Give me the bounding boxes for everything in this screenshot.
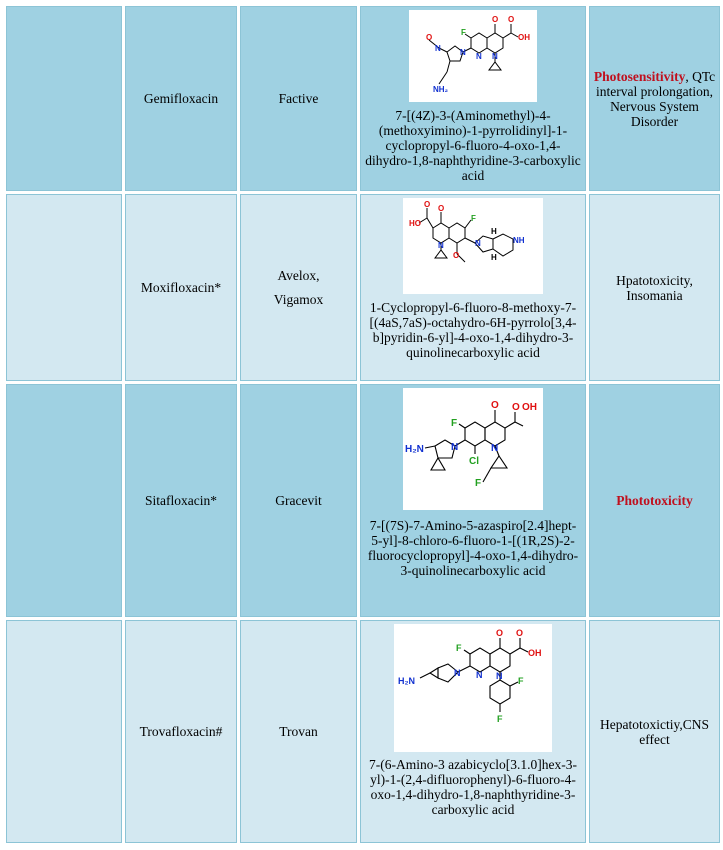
svg-text:NH₂: NH₂ bbox=[433, 85, 449, 94]
svg-text:O: O bbox=[508, 15, 515, 24]
svg-text:NH: NH bbox=[513, 236, 525, 245]
brand-name-cell bbox=[240, 620, 357, 843]
svg-text:N: N bbox=[475, 239, 481, 248]
svg-text:O: O bbox=[424, 200, 431, 209]
fluoroquinolone-table bbox=[3, 3, 723, 846]
svg-text:N: N bbox=[492, 52, 498, 61]
brand-name-cell bbox=[240, 384, 357, 617]
highlighted-side-effect: Phototoxicity bbox=[616, 493, 693, 508]
svg-text:N: N bbox=[438, 241, 444, 250]
highlighted-side-effect: Photosensitivity bbox=[593, 68, 686, 84]
svg-text:N: N bbox=[460, 48, 466, 57]
structure-image-trovafloxacin bbox=[394, 624, 552, 752]
svg-text:N: N bbox=[451, 442, 459, 453]
svg-text:N: N bbox=[491, 443, 499, 454]
side-effects-cell bbox=[589, 620, 720, 843]
structure-image-gemifloxacin bbox=[409, 10, 537, 102]
svg-text:O: O bbox=[492, 15, 499, 24]
generic-name: Trovafloxacin# bbox=[139, 724, 223, 739]
chemical-structure-cell bbox=[360, 620, 586, 843]
brand-name-cell bbox=[240, 194, 357, 381]
svg-text:O: O bbox=[438, 204, 445, 213]
side-effects: , QTc interval prolongation, Nervous System Disorder bbox=[596, 68, 716, 129]
generic-name: Sitafloxacin* bbox=[145, 493, 217, 508]
svg-text:H₂N: H₂N bbox=[398, 676, 415, 686]
empty-cell bbox=[6, 620, 122, 843]
svg-text:F: F bbox=[497, 714, 503, 724]
svg-text:O: O bbox=[512, 402, 520, 413]
table-row bbox=[6, 6, 720, 191]
empty-cell bbox=[6, 6, 122, 191]
svg-text:N: N bbox=[476, 52, 482, 61]
empty-cell bbox=[6, 194, 122, 381]
svg-text:O: O bbox=[516, 628, 524, 638]
structure-image-moxifloxacin bbox=[403, 198, 543, 294]
svg-text:N: N bbox=[454, 668, 461, 678]
generic-name-cell bbox=[125, 384, 237, 617]
table-row bbox=[6, 384, 720, 617]
svg-text:F: F bbox=[461, 28, 466, 37]
side-effects-cell bbox=[589, 194, 720, 381]
svg-text:OH: OH bbox=[522, 402, 537, 413]
svg-text:N: N bbox=[435, 44, 441, 53]
brand-name: Vigamox bbox=[273, 291, 324, 307]
empty-cell bbox=[6, 384, 122, 617]
iupac-name: 1-Cyclopropyl-6-fluoro-8-methoxy-7-[(4aS,7aS)-octahydro-6H-pyrrolo[3,4-b]pyridin-6-yl]-4-oxo-1,4-dihydro-3-quinolinecarboxylic acid bbox=[369, 300, 577, 360]
brand-name-cell bbox=[240, 6, 357, 191]
iupac-name: 7-[(7S)-7-Amino-5-azaspiro[2.4]hept-5-yl]-8-chloro-6-fluoro-1-[(1R,2S)-2-fluorocyclopropyl]-4-oxo-1,4-dihydro-3-quinolinecarboxylic acid bbox=[367, 518, 579, 578]
generic-name: Gemifloxacin bbox=[143, 91, 219, 106]
brand-name: Avelox, bbox=[277, 267, 320, 283]
table-row bbox=[6, 194, 720, 381]
svg-text:H: H bbox=[491, 227, 497, 236]
svg-text:OH: OH bbox=[518, 33, 530, 42]
chemical-structure-cell bbox=[360, 384, 586, 617]
svg-text:Cl: Cl bbox=[469, 456, 479, 467]
svg-text:F: F bbox=[475, 478, 482, 489]
svg-text:N: N bbox=[496, 671, 503, 681]
generic-name-cell bbox=[125, 620, 237, 843]
side-effects-cell bbox=[589, 384, 720, 617]
svg-text:O: O bbox=[491, 400, 499, 411]
svg-text:N: N bbox=[476, 670, 483, 680]
side-effects: Hepatotoxictiy,CNS effect bbox=[600, 716, 709, 747]
svg-text:H₂N: H₂N bbox=[405, 444, 424, 455]
side-effects: Hpatotoxicity, Insomania bbox=[616, 272, 693, 303]
iupac-name: 7-(6-Amino-3 azabicyclo[3.1.0]hex-3-yl)-1-(2,4-difluorophenyl)-6-fluoro-4-oxo-1,4-dihydro-1,8-naphthyridine-3-carboxylic acid bbox=[368, 757, 578, 817]
svg-text:O: O bbox=[426, 33, 433, 42]
svg-text:F: F bbox=[451, 418, 458, 429]
generic-name-cell bbox=[125, 194, 237, 381]
svg-text:F: F bbox=[518, 676, 524, 686]
iupac-name: 7-[(4Z)-3-(Aminomethyl)-4-(methoxyimino)-1-pyrrolidinyl]-1-cyclopropyl-6-fluoro-4-oxo-1,4-dihydro-1,8-naphthyridine-3-carboxylic acid bbox=[365, 108, 581, 183]
structure-image-sitafloxacin bbox=[403, 388, 543, 510]
brand-name: Factive bbox=[278, 91, 319, 106]
chemical-structure-cell bbox=[360, 194, 586, 381]
svg-text:F: F bbox=[456, 643, 462, 653]
side-effects-cell bbox=[589, 6, 720, 191]
chemical-structure-cell bbox=[360, 6, 586, 191]
svg-text:H: H bbox=[491, 253, 497, 262]
generic-name: Moxifloxacin* bbox=[140, 280, 222, 295]
svg-text:OH: OH bbox=[528, 648, 542, 658]
table-row bbox=[6, 620, 720, 843]
brand-name: Trovan bbox=[279, 724, 318, 739]
svg-text:F: F bbox=[471, 214, 476, 223]
svg-text:HO: HO bbox=[409, 219, 421, 228]
brand-name: Gracevit bbox=[275, 493, 322, 508]
svg-text:O: O bbox=[453, 251, 460, 260]
generic-name-cell bbox=[125, 6, 237, 191]
svg-text:O: O bbox=[496, 628, 504, 638]
